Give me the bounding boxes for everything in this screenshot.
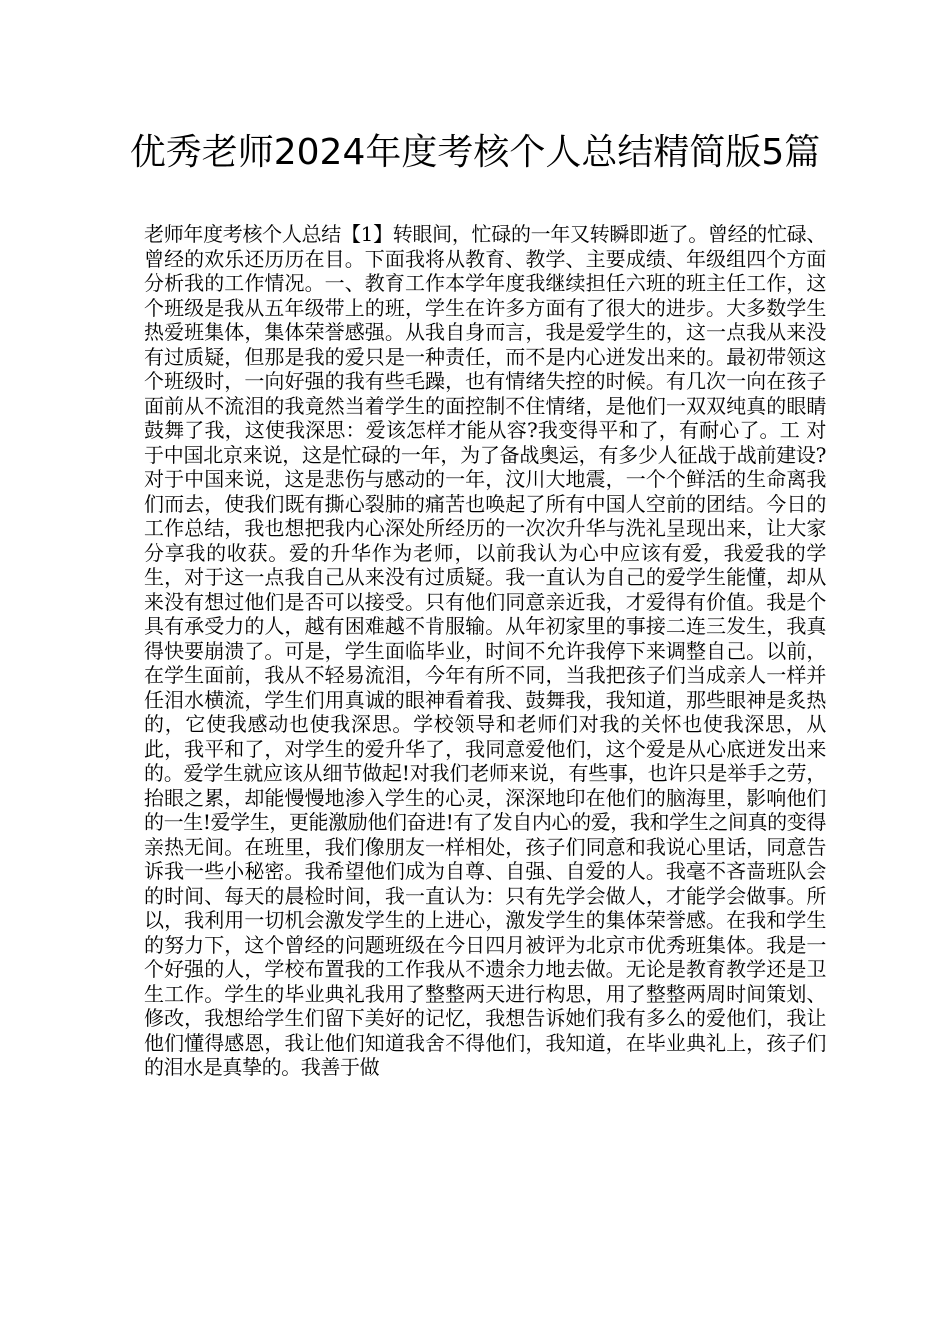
document-body: 老师年度考核个人总结【1】转眼间，忙碌的一年又转瞬即逝了。曾经的忙碌、曾经的欢乐还历历在目。下面我将从教育、教学、主要成绩、年级组四个方面分析我的工作情况。一、教育工作本学年度我继续担任六班的班主任工作，这个班级是我从五年级带上的班，学生在许多方面有了很大的进步。大多数学生热爱班集体，集体荣誉感强。从我自身而言，我是爱学生的，这一点我从来没有过质疑，但那是我的爱只是一种责任，而不是内心迸发出来的。最初带领这个班级时，一向好强的我有些毛躁，也有情绪失控的时候。有几次一向在孩子面前从不流泪的我竟然当着学生的面控制不住情绪，是他们一双双纯真的眼睛鼓舞了我，这使我深思：爱该怎样才能从容?我变得平和了，有耐心了。工 对于中国北京来说，这是忙碌的一年，为了备战奥运，有多少人征战于战前建设?对于中国来说，这是悲伤与感动的一年，汶川大地震，一个个鲜活的生命离我们而去，使我们既有撕心裂肺的痛苦也唤起了所有中国人空前的团结。今日的工作总结，我也想把我内心深处所经历的一次次升华与洗礼呈现出来，让大家分享我的收获。爱的升华作为老师，以前我认为心中应该有爱，我爱我的学生，对于这一点我自己从来没有过质疑。我一直认为自己的爱学生能懂，却从来没有想过他们是否可以接受。只有他们同意亲近我，才爱得有价值。我是个具有承受力的人，越有困难越不肯服输。从年初家里的事接二连三发生，我真得快要崩溃了。可是，学生面临毕业，时间不允许我停下来调整自己。以前，在学生面前，我从不轻易流泪，今年有所不同，当我把孩子们当成亲人一样并任泪水横流，学生们用真诚的眼神看着我、鼓舞我，我知道，那些眼神是炙热的，它使我感动也使我深思。学校领导和老师们对我的关怀也使我深思，从此，我平和了，对学生的爱升华了，我同意爱他们，这个爱是从心底迸发出来的。爱学生就应该从细节做起!对我们老师来说，有些事，也许只是举手之劳，抬眼之累，却能慢慢地渗入学生的心灵，深深地印在他们的脑海里，影响他们的一生!爱学生，更能激励他们奋进!有了发自内心的爱，我和学生之间真的变得亲热无间。在班里，我们像朋友一样相处，孩子们同意和我说心里话，同意告诉我一些小秘密。我希望他们成为自尊、自强、自爱的人。我毫不吝啬班队会的时间、每天的晨检时间，我一直认为：只有先学会做人，才能学会做事。所以，我利用一切机会激发学生的上进心，激发学生的集体荣誉感。在我和学生的努力下，这个曾经的问题班级在今日四月被评为北京市优秀班集体。我是一个好强的人，学校布置我的工作我从不遗余力地去做。无论是教育教学还是卫生工作。学生的毕业典礼我用了整整两天进行构思，用了整整两周时间策划、修改，我想给学生们留下美好的记忆，我想告诉她们我有多么的爱他们，我让他们懂得感恩，我让他们知道我舍不得他们，我知道，在毕业典礼上，孩子们的泪水是真挚的。我善于做 — [144, 222, 826, 1079]
document-title: 优秀老师2024年度考核个人总结精简版5篇 — [129, 132, 821, 173]
